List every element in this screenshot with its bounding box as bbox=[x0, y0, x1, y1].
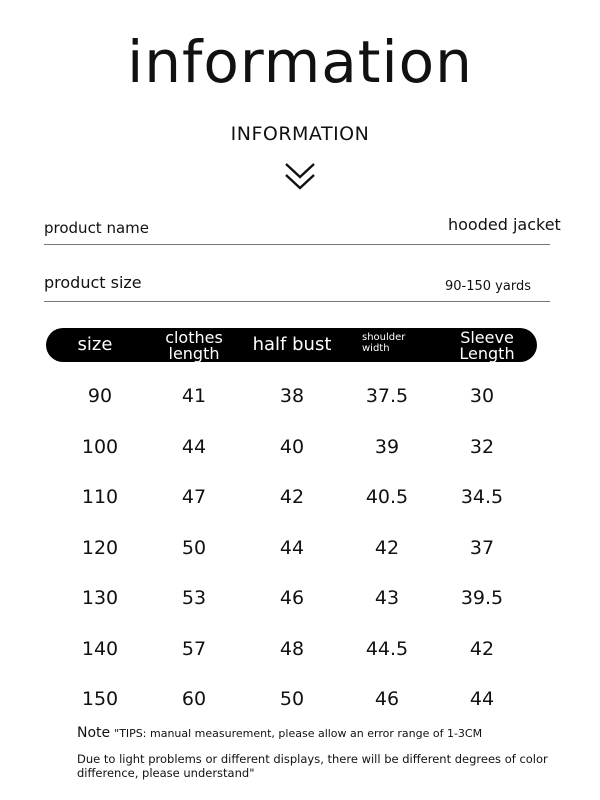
table-cell: 40 bbox=[279, 435, 305, 458]
table-cell: 32 bbox=[469, 435, 495, 458]
column-header-sleeve-length: Sleeve Length bbox=[459, 328, 515, 362]
table-cell: 34.5 bbox=[460, 486, 504, 508]
table-cell: 46 bbox=[374, 688, 400, 710]
table-cell: 37.5 bbox=[365, 385, 409, 407]
table-cell: 140 bbox=[81, 637, 119, 660]
product-size-value: 90-150 yards bbox=[445, 279, 531, 294]
table-cell: 43 bbox=[374, 587, 400, 609]
table-header bbox=[46, 328, 537, 362]
table-cell: 30 bbox=[469, 385, 495, 407]
table-cell: 42 bbox=[279, 486, 305, 508]
page-subtitle: INFORMATION bbox=[230, 123, 370, 145]
table-row bbox=[46, 471, 537, 522]
note-disclaimer: Due to light problems or different displays, there will be different degrees of color difference, please understand" bbox=[77, 752, 548, 780]
table-cell: 130 bbox=[81, 587, 119, 609]
note-tips-text: "TIPS: manual measurement, please allow an error range of 1-3CM bbox=[114, 727, 483, 740]
table-cell: 120 bbox=[81, 536, 119, 559]
table-cell: 44 bbox=[469, 688, 495, 710]
table-cell: 46 bbox=[279, 587, 305, 609]
table-cell: 110 bbox=[81, 486, 119, 508]
table-cell: 53 bbox=[181, 587, 207, 609]
product-size-label: product size bbox=[44, 273, 142, 292]
table-cell: 48 bbox=[279, 637, 305, 660]
table-cell: 50 bbox=[279, 688, 305, 710]
column-header-size: size bbox=[77, 334, 113, 355]
double-chevron-down-icon bbox=[283, 160, 317, 192]
table-row bbox=[46, 673, 537, 724]
table-cell: 47 bbox=[181, 486, 207, 508]
product-name-value: hooded jacket bbox=[448, 215, 561, 234]
column-header-clothes-length: clothes length bbox=[165, 328, 223, 362]
table-cell: 60 bbox=[181, 688, 207, 710]
note-label: Note bbox=[77, 725, 111, 741]
size-table bbox=[46, 370, 537, 724]
table-cell: 57 bbox=[181, 637, 207, 660]
page-title: information bbox=[127, 28, 473, 96]
column-header-shoulder-width: shoulder width bbox=[362, 332, 406, 354]
table-cell: 44 bbox=[181, 435, 207, 458]
table-row bbox=[46, 370, 537, 421]
column-header-half-bust: half bust bbox=[252, 334, 332, 355]
divider bbox=[44, 244, 550, 245]
table-cell: 38 bbox=[279, 385, 305, 407]
product-name-label: product name bbox=[44, 219, 149, 237]
table-cell: 100 bbox=[81, 435, 119, 458]
table-cell: 50 bbox=[181, 536, 207, 559]
table-cell: 37 bbox=[469, 536, 495, 559]
table-row bbox=[46, 623, 537, 674]
divider bbox=[44, 301, 550, 302]
table-cell: 40.5 bbox=[365, 486, 409, 508]
note-tips bbox=[77, 726, 557, 741]
table-cell: 42 bbox=[469, 637, 495, 660]
table-cell: 39.5 bbox=[460, 587, 504, 609]
table-row bbox=[46, 572, 537, 623]
table-row bbox=[46, 421, 537, 472]
table-row bbox=[46, 522, 537, 573]
table-cell: 44 bbox=[279, 536, 305, 559]
table-cell: 150 bbox=[81, 688, 119, 710]
table-cell: 41 bbox=[181, 385, 207, 407]
table-cell: 42 bbox=[374, 536, 400, 559]
table-cell: 90 bbox=[87, 385, 113, 407]
table-cell: 44.5 bbox=[365, 637, 409, 660]
table-cell: 39 bbox=[374, 435, 400, 458]
